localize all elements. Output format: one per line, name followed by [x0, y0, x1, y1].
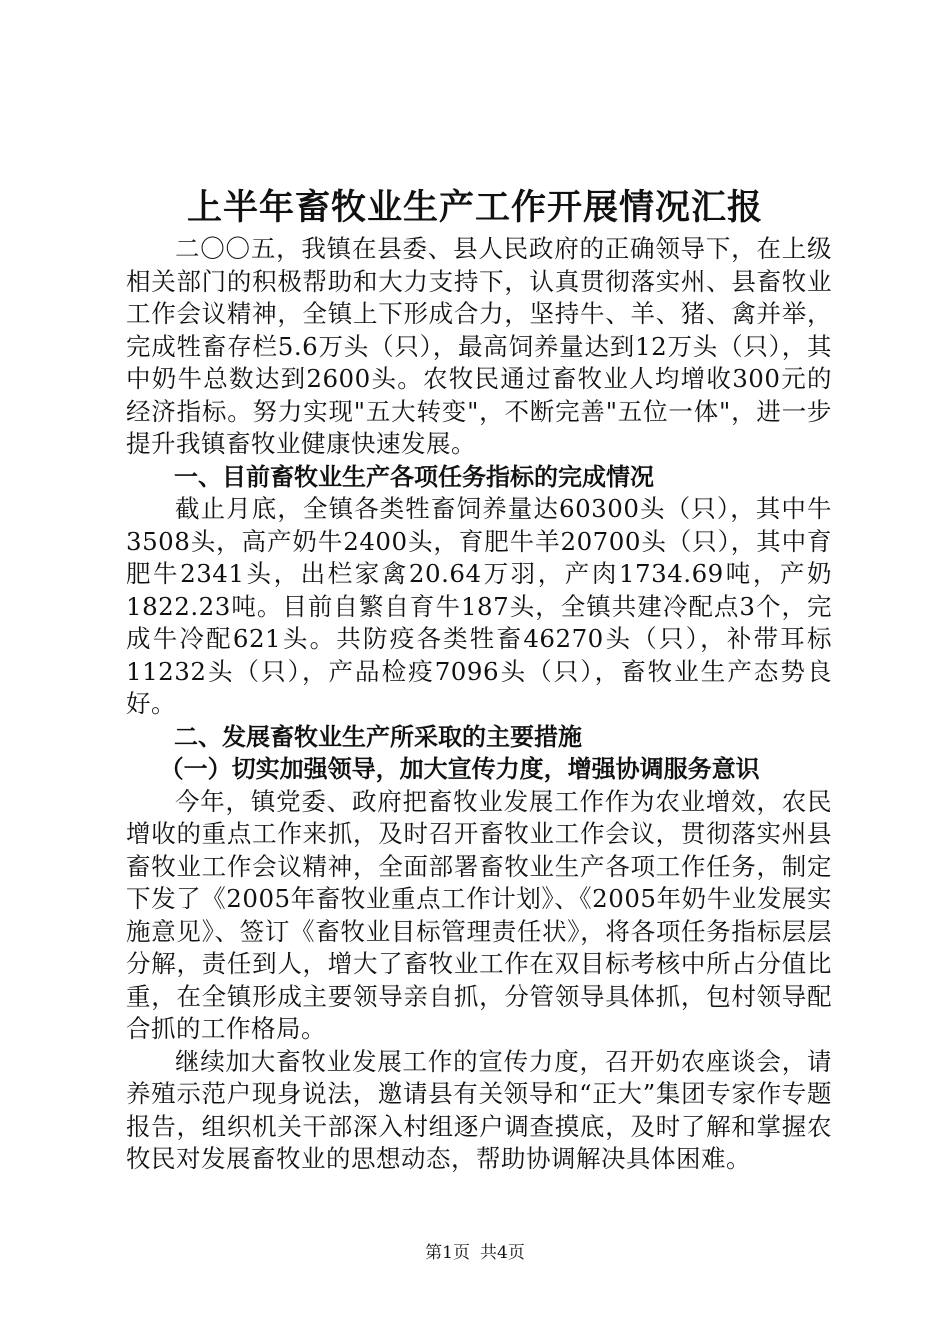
section-2-paragraph-1: 今年，镇党委、政府把畜牧业发展工作作为农业增效，农民增收的重点工作来抓，及时召开畜牧业工作会议，贯彻落实州县畜牧业工作会议精神，全面部署畜牧业生产各项工作任务，制定下发了《2005年畜牧业重点工作计划》、《2005年奶牛业发展实施意见》、签订《畜牧业目标管理责任状》，将各项任务指标层层分解，责任到人，增大了畜牧业工作在双目标考核中所占分值比重，在全镇形成主要领导亲自抓，分管领导具体抓，包村领导配合抓的工作格局。: [126, 786, 832, 1043]
section-2-heading: 二、发展畜牧业生产所采取的主要措施: [174, 722, 582, 751]
section-1-paragraph: 截止月底，全镇各类牲畜饲养量达60300头（只），其中牛3508头，高产奶牛2400头，育肥牛羊20700头（只），其中育肥牛2341头，出栏家禽20.64万羽，产肉1734.69吨，产奶1822.23吨。目前自繁自育牛187头，全镇共建冷配点3个，完成牛冷配621头。共防疫各类牲畜46270头（只），补带耳标11232头（只），产品检疫7096头（只），畜牧业生产态势良好。: [126, 494, 832, 718]
section-2-paragraph-2: 继续加大畜牧业发展工作的宣传力度，召开奶农座谈会，请养殖示范户现身说法，邀请县有关领导和“正大”集团专家作专题报告，组织机关干部深入村组逐户调查摸底，及时了解和掌握农牧民对发展畜牧业的思想动态，帮助协调解决具体困难。: [126, 1046, 832, 1173]
page-number-total: 共4页: [480, 1243, 525, 1263]
intro-paragraph: 二〇〇五，我镇在县委、县人民政府的正确领导下，在上级相关部门的积极帮助和大力支持下，认真贯彻落实州、县畜牧业工作会议精神，全镇上下形成合力，坚持牛、羊、猪、禽并举，完成牲畜存栏5.6万头（只），最高饲养量达到12万头（只），其中奶牛总数达到2600头。农牧民通过畜牧业人均增收300元的经济指标。努力实现"五大转变"，不断完善"五位一体"，进一步提升我镇畜牧业健康快速发展。: [126, 234, 832, 458]
document-body: [126, 233, 832, 1176]
document-title: 上半年畜牧业生产工作开展情况汇报: [186, 188, 763, 228]
section-1-heading: 一、目前畜牧业生产各项任务指标的完成情况: [174, 462, 654, 491]
page-footer: [0, 1242, 950, 1264]
page-number-current: 第1页: [425, 1243, 470, 1263]
section-2-subheading-1: （一）切实加强领导，加大宣传力度，增强协调服务意识: [159, 755, 760, 783]
